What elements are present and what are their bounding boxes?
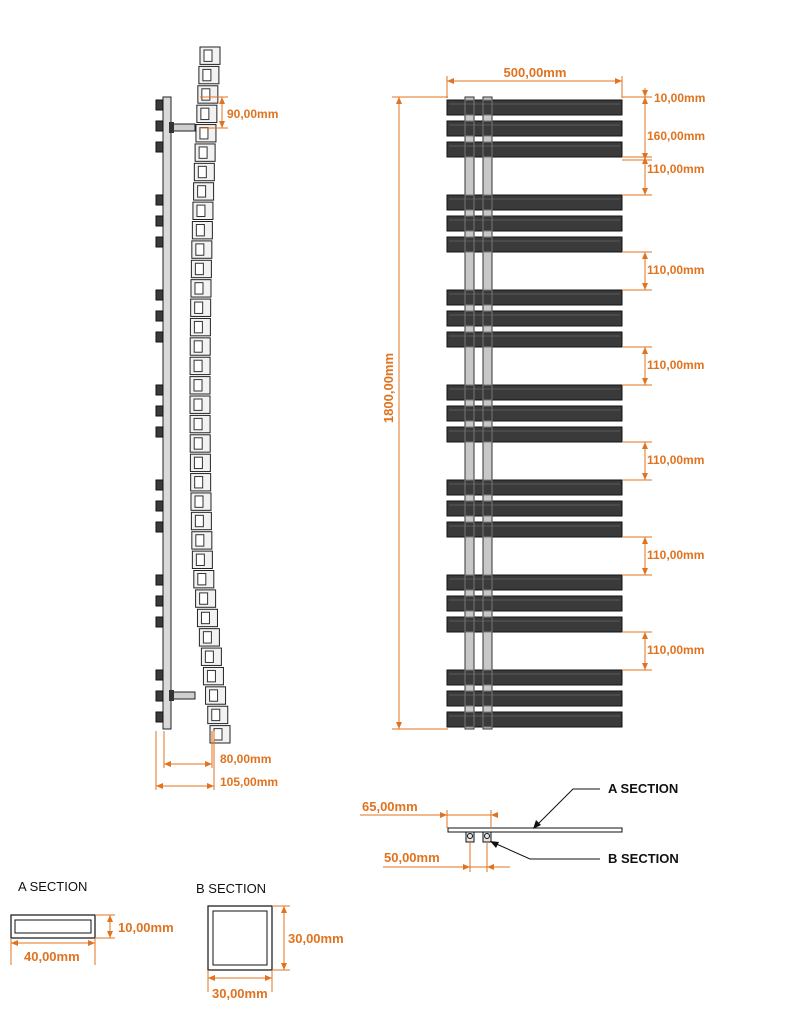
gap-dim-label: 110,00mm [647,453,705,467]
side-tube-window [194,457,202,468]
side-bracket-top [171,124,195,131]
section-b-width: 30,00mm [212,986,268,1001]
side-stud [156,670,163,680]
dim-group-height: 160,00mm [647,129,706,143]
side-tube-window [203,69,211,80]
side-tube-window [195,477,203,488]
side-stud [156,712,163,722]
side-stud [156,332,163,342]
front-bar [447,121,622,136]
front-bar [447,617,622,632]
side-stud [156,290,163,300]
side-tube-window [212,709,220,720]
side-tube-window [196,225,204,236]
side-stud [156,142,163,152]
side-stud [156,522,163,532]
callout-b-leader [492,842,600,859]
callout-b-section: B SECTION [608,851,679,866]
side-tube-window [198,186,206,197]
side-tube-window [199,147,207,158]
front-bar [447,385,622,400]
side-tube-window [194,360,202,371]
side-tube-window [214,729,222,740]
front-bar [447,670,622,685]
front-bar [447,195,622,210]
front-bar [447,575,622,590]
side-tube-window [195,283,203,294]
front-bar [447,712,622,727]
side-stud [156,406,163,416]
side-tube-window [194,341,202,352]
section-a [11,879,174,965]
side-stud [156,427,163,437]
side-tube-window [195,515,203,526]
side-tube-window [195,496,203,507]
section-a-title: A SECTION [18,879,88,894]
side-tube-window [196,554,204,565]
side-tube-window [197,205,205,216]
gap-dim-label: 110,00mm [647,162,705,176]
callout-a-leader [535,789,600,827]
gap-dimensions [622,157,704,670]
top-view [360,781,679,872]
dim-top-outer: 65,00mm [362,799,418,814]
section-a-inner [15,920,91,933]
dim-width: 500,00mm [503,65,567,80]
side-tube-window [194,399,202,410]
dim-50-arrow-l [463,864,470,870]
callout-b-arrow [490,841,499,848]
section-b-inner [213,911,267,965]
front-bar [447,406,622,421]
side-view [156,47,278,790]
front-bar [447,216,622,231]
section-b-height: 30,00mm [288,931,344,946]
side-stud [156,501,163,511]
side-stud [156,480,163,490]
front-bar [447,480,622,495]
section-a-height: 10,00mm [118,920,174,935]
section-a-width: 40,00mm [24,949,80,964]
section-b [196,881,344,1001]
side-tube-window [200,128,208,139]
front-bar [447,100,622,115]
gap-dim-label: 110,00mm [647,643,705,657]
side-tube-window [198,166,206,177]
dim-65-arrow-r [491,812,498,818]
side-bracket-bottom [171,692,195,699]
dim-65-arrow-l [440,812,447,818]
side-tube-window [194,418,202,429]
front-view [381,65,705,729]
front-bar [447,427,622,442]
side-stud [156,596,163,606]
dim-height: 1800,00mm [381,352,396,424]
callout-a-section: A SECTION [608,781,679,796]
side-tube-window [205,651,213,662]
section-b-title: B SECTION [196,881,267,896]
side-tube-window [194,380,202,391]
side-bracket-bottom-knob [169,690,174,701]
top-bar [448,828,622,832]
front-bar [447,237,622,252]
front-bar [447,311,622,326]
side-curved-tube [190,47,230,743]
side-tube-window [196,535,204,546]
front-bar [447,691,622,706]
side-stud [156,691,163,701]
side-tube-window [203,632,211,643]
side-stud [156,311,163,321]
side-studs [156,100,163,722]
side-stud [156,385,163,395]
side-tube-window [204,50,212,61]
side-back-plate [163,97,171,729]
gap-dim-label: 110,00mm [647,263,705,277]
side-tube-window [198,574,206,585]
front-bar [447,332,622,347]
front-bar [447,290,622,305]
gap-dim-label: 110,00mm [647,548,705,562]
side-stud [156,121,163,131]
dim-top-inner: 50,00mm [384,850,440,865]
dim-bracket-offset: 90,00mm [227,107,279,121]
side-stud [156,617,163,627]
gap-dim-label: 110,00mm [647,358,705,372]
side-tube-window [200,593,208,604]
dim-top-offset: 10,00mm [654,91,706,105]
dim-wall-to-tube: 80,00mm [220,752,272,766]
side-tube-window [207,670,215,681]
side-stud [156,195,163,205]
side-tube-window [195,263,203,274]
side-tube-window [201,612,209,623]
side-tube-window [202,89,210,100]
front-bar [447,522,622,537]
side-tube-window [196,244,204,255]
side-stud [156,237,163,247]
front-bar [447,596,622,611]
dim-total-depth: 105,00mm [220,775,279,789]
side-tube-window [195,302,203,313]
dim-50-arrow-r [487,864,494,870]
side-bracket-top-knob [169,122,174,133]
front-bar [447,142,622,157]
side-tube-window [201,108,209,119]
side-tube-window [194,438,202,449]
side-tube-window [194,321,202,332]
front-bar [447,501,622,516]
side-stud [156,216,163,226]
side-stud [156,100,163,110]
side-stud [156,575,163,585]
side-tube-window [210,690,218,701]
